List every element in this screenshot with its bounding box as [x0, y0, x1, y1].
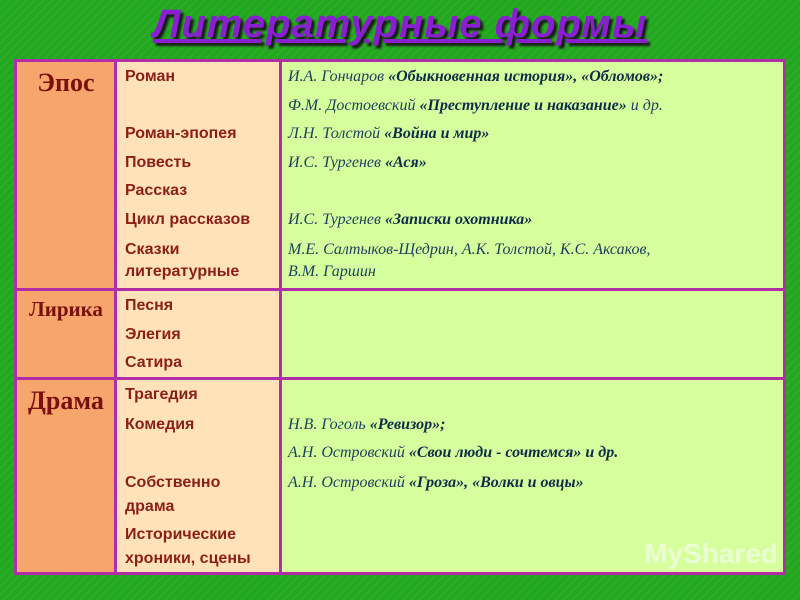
example-dostoevsky [288, 95, 663, 117]
form-sobstvenno-line1: Собственно [125, 474, 221, 491]
example-skazki-authors-line1: М.Е. Салтыков-Щедрин, А.К. Толстой, К.С. Аксаков, [288, 241, 651, 258]
form-hroniki-line2: хроники, сцены [125, 550, 251, 567]
form-roman: Роман [125, 68, 176, 85]
example-goncharov [288, 66, 663, 88]
example-author: Н.В. Гоголь [288, 416, 370, 433]
form-roman-epopeya: Роман-эпопея [125, 125, 237, 142]
example-ostrovsky-groza [288, 472, 584, 494]
form-skazki-line2: литературные [125, 263, 240, 280]
example-work: «Записки охотника» [384, 211, 533, 228]
example-author: Ф.М. Достоевский [288, 97, 420, 114]
example-author: И.С. Тургенев [288, 154, 385, 171]
example-work: «Гроза», «Волки и овцы» [408, 474, 584, 491]
watermark: MyShared [644, 538, 778, 569]
example-work: «Ася» [384, 154, 427, 171]
table-border-bottom [14, 572, 786, 575]
form-tragediya: Трагедия [125, 386, 198, 403]
example-work: «Война и мир» [384, 125, 490, 142]
form-povest: Повесть [125, 154, 192, 171]
example-author: А.Н. Островский [288, 474, 409, 491]
example-author: Л.Н. Толстой [288, 125, 385, 142]
form-hroniki-line1: Исторические [125, 526, 237, 543]
example-turgenev-asya [288, 152, 427, 174]
example-skazki-authors-line2: В.М. Гаршин [288, 263, 376, 280]
form-satira: Сатира [125, 354, 182, 371]
example-gogol [288, 414, 445, 436]
table-border-col2 [279, 59, 282, 575]
genre-epos: Эпос [37, 68, 95, 97]
example-author: И.А. Гончаров [288, 68, 389, 85]
example-author: А.Н. Островский [288, 444, 409, 461]
table-border-right [783, 59, 786, 575]
example-work: «Ревизор»; [369, 416, 446, 433]
form-pesnya: Песня [125, 297, 174, 314]
example-tail: и др. [626, 97, 663, 114]
example-tolstoy [288, 123, 489, 145]
example-ostrovsky-svoi [288, 442, 618, 464]
form-cikl-rasskazov: Цикл рассказов [125, 211, 251, 228]
example-turgenev-zapiski [288, 209, 532, 231]
example-work: «Свои люди - сочтемся» и др. [408, 444, 619, 461]
example-work: «Преступление и наказание» [419, 97, 627, 114]
form-komediya: Комедия [125, 416, 195, 433]
genre-lirika: Лирика [29, 297, 103, 321]
form-skazki-line1: Сказки [125, 241, 180, 258]
form-elegiya: Элегия [125, 326, 181, 343]
genre-drama: Драма [28, 386, 104, 415]
table-border-row1 [14, 288, 786, 291]
form-rasskaz: Рассказ [125, 182, 188, 199]
table-border-row2 [14, 377, 786, 380]
example-work: «Обыкновенная история», «Обломов»; [388, 68, 664, 85]
page-title: Литературные формы [152, 2, 648, 46]
example-author: И.С. Тургенев [288, 211, 385, 228]
table-border-top [14, 59, 786, 62]
form-sobstvenno-line2: драма [125, 498, 175, 515]
